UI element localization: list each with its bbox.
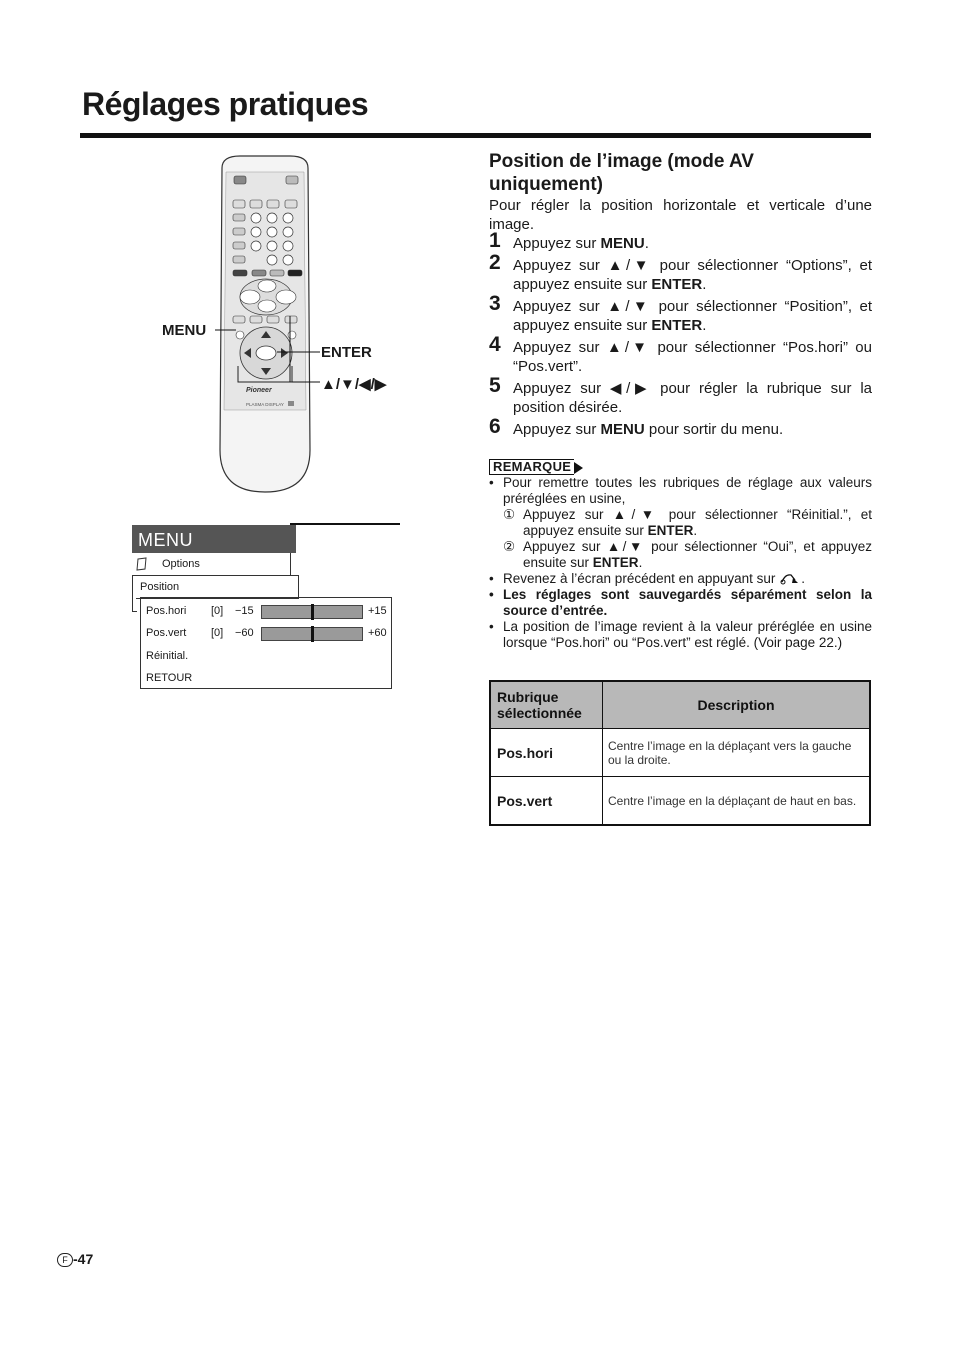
- osd-options: [132, 553, 291, 576]
- osd-row-value: [0]: [211, 605, 224, 617]
- osd-header: MENU: [132, 525, 296, 553]
- osd-slider-pos-vert: [261, 627, 363, 641]
- osd-row-min: −15: [235, 605, 254, 617]
- remote-illustration: [160, 150, 420, 500]
- table-header-item: Rubrique sélectionnée: [490, 681, 603, 729]
- table-cell-item: Pos.hori: [490, 729, 603, 777]
- osd-row-label: Pos.hori: [146, 605, 187, 617]
- table-row: [490, 777, 870, 826]
- note-reset: • Pour remettre toutes les rubriques de réglage aux valeurs préréglées en usine,: [489, 475, 872, 506]
- step-5: 5 Appuyez sur ◀/▶ pour régler la rubrique sur la position désirée.: [489, 374, 872, 416]
- remote-model-text: PLASMA DISPLAY: [246, 402, 284, 407]
- options-icon: [136, 557, 148, 571]
- section-title: Position de l’image (mode AV uniquement): [489, 151, 754, 195]
- settings-table: [489, 680, 871, 826]
- table-header-description: Description: [603, 681, 871, 729]
- step-4: 4 Appuyez sur ▲/▼ pour sélectionner “Pos.hori” ou “Pos.vert”.: [489, 333, 872, 375]
- table-header-row: [490, 681, 870, 729]
- remarque-label: REMARQUE: [489, 459, 583, 475]
- osd-row-pos-hori: [146, 601, 386, 621]
- osd-slider-pos-hori: [261, 605, 363, 619]
- remote-brand: Pioneer: [246, 387, 272, 394]
- note-factory-reset: • La position de l’image revient à la valeur préréglée en usine lorsque “Pos.hori” ou “Pos.vert” est réglé. (Voir page 22.): [489, 619, 872, 650]
- step-1: 1 Appuyez sur MENU.: [489, 229, 649, 252]
- arrows-label: ▲/▼/◀/▶: [321, 376, 387, 393]
- step-6: 6 Appuyez sur MENU pour sortir du menu.: [489, 415, 784, 438]
- osd-position: Position: [136, 575, 299, 599]
- note-reset-step-1: ① Appuyez sur ▲/▼ pour sélectionner “Réinitial.”, et appuyez ensuite sur ENTER.: [503, 507, 872, 538]
- section-intro: Pour régler la position horizontale et verticale d’une image.: [489, 197, 872, 233]
- table-row: [490, 729, 870, 777]
- note-return: • Revenez à l’écran précédent en appuyant sur .: [489, 571, 805, 586]
- menu-label: MENU: [162, 322, 207, 339]
- osd-row-reinitial: Réinitial.: [146, 650, 189, 662]
- note-reset-step-2: ② Appuyez sur ▲/▼ pour sélectionner “Oui”, et appuyez ensuite sur ENTER.: [503, 539, 872, 570]
- osd-row-max: +60: [368, 627, 387, 639]
- remarque-notes: [489, 475, 872, 651]
- osd-row-label: Pos.vert: [146, 627, 187, 639]
- osd-slider-mark: [311, 626, 314, 642]
- menu-osd: [132, 523, 402, 695]
- return-icon: [779, 573, 801, 585]
- page-number: F -47: [57, 1251, 93, 1267]
- osd-row-pos-vert: [146, 623, 386, 643]
- osd-row-retour: RETOUR: [146, 672, 193, 684]
- osd-panel: [140, 597, 392, 689]
- step-3: 3 Appuyez sur ▲/▼ pour sélectionner “Position”, et appuyez ensuite sur ENTER.: [489, 292, 872, 334]
- osd-top-line: [290, 523, 400, 525]
- osd-slider-mark: [311, 604, 314, 620]
- page-number-symbol: F: [57, 1253, 73, 1267]
- step-2: 2 Appuyez sur ▲/▼ pour sélectionner “Options”, et appuyez ensuite sur ENTER.: [489, 251, 872, 293]
- note-per-source: • Les réglages sont sauvegardés séparément selon la source d’entrée.: [489, 587, 872, 618]
- enter-label: ENTER: [321, 344, 372, 361]
- steps-list: [489, 229, 872, 442]
- osd-options-label: Options: [162, 558, 200, 570]
- page-title: Réglages pratiques: [82, 86, 369, 122]
- title-rule: [80, 133, 871, 138]
- osd-row-max: +15: [368, 605, 387, 617]
- osd-row-min: −60: [235, 627, 254, 639]
- osd-row-value: [0]: [211, 627, 224, 639]
- table-cell-item: Pos.vert: [490, 777, 603, 826]
- table-cell-description: Centre l’image en la déplaçant de haut en bas.: [603, 777, 871, 826]
- table-cell-description: Centre l’image en la déplaçant vers la gauche ou la droite.: [603, 729, 871, 777]
